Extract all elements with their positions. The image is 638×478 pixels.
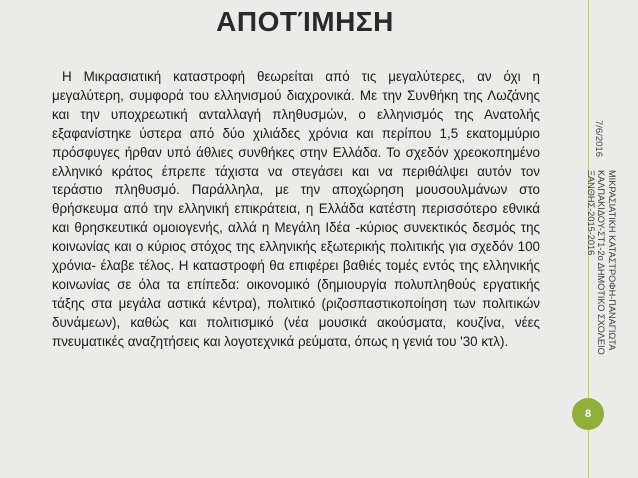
slide-date: 7/6/2016 (593, 120, 604, 157)
footer-line-3: ΞΑΝΘΗΣ-2015-2016 (586, 170, 596, 256)
footer-line-1: ΜΙΚΡΑΣΙΑΤΙΚΗ ΚΑΤΑΣΤΡΟΦΗ-ΠΑΝΑΓΙΩΤΑ (607, 170, 617, 351)
slide-body-text: Η Μικρασιατική καταστροφή θεωρείται από τις μεγαλύτερες, αν όχι η μεγαλύτερη, συμφορά του ελληνισμού διαχρονικά. Με την Συνθήκη της Λωζάνης και την υποχρεωτική ανταλλαγή πληθυσμών, ο ελληνισμός της Ανατολής εξαφανίστηκε ύστερα από δύο χιλιάδες χρόνια και περίπου 1,5 εκατομμύριο πρόσφυγες ήρθαν υπό άθλιες συνθήκες στην Ελλάδα. Το σχεδόν χρεοκοπημένο ελληνικό κράτος έπρεπε τάχιστα να στεγάσει και να περιθάλψει αυτόν τον τεράστιο πληθυσμό. Παράλληλα, με την αποχώρηση μουσουλμάνων στο θρήσκευμα από την ελληνική επικράτεια, η Ελλάδα κατέστη περισσότερο εθνικά και θρησκευτικά ομοιογενής, αλλά η Μεγάλη Ιδέα -κύριος συνεκτικός δεσμός της κοινωνίας και ο κύριος στόχος της ελληνικής εξωτερικής πολιτικής για σχεδόν 100 χρόνια- έλαβε τέλος. Η καταστροφή θα επιφέρει βαθιές τομές εντός της ελληνικής κοινωνίας σε όλα τα επίπεδα: οικονομικό (δημιουργία πολυπληθούς εργατικής τάξης στα μεγάλα αστικά κέντρα), πολιτικό (ριζοσπαστικοποίηση των πολιτικών δυνάμεων), καθώς και πολιτισμικό (νέα μουσικά ακούσματα, κουζίνα, νέες πνευματικές αναζητήσεις και λογοτεχνικά ρεύματα, όπως η γενιά του '30 κτλ). (52, 69, 540, 349)
slide-title-text: ΑΠΟΤΊΜΗΣΗ (216, 6, 394, 37)
page-number: 8 (584, 408, 592, 420)
side-divider-bottom (588, 430, 589, 478)
slide-title (0, 6, 638, 38)
slide-footer (586, 170, 618, 355)
page-number-badge (572, 398, 604, 430)
footer-line-2: ΚΑΛΠΑΚΙΔΟΥ-ΣΤ1-2ο ΔΗΜΟΤΙΚΟ ΣΧΟΛΕΙΟ (596, 170, 607, 355)
